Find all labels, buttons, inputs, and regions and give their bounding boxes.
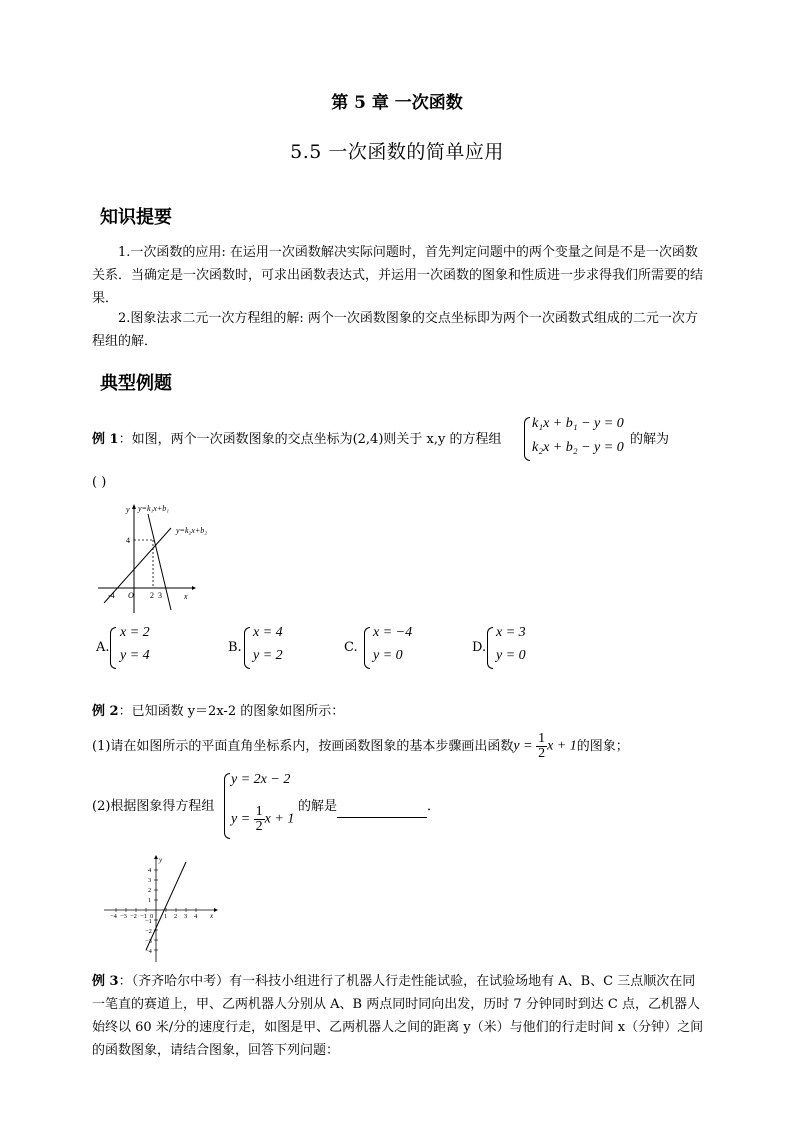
chapter-title: 第 5 章 一次函数	[331, 93, 463, 113]
example-3-text: ：（齐齐哈尔中考）有一科技小组进行了机器人行走性能试验，在试验场地有 A、B、C 三点顺次在同一笔直的赛道上，甲、乙两机器人分别从 A、B 两点同时同向出发，历时 7 分钟同时到达 C 点，乙机器人始终以 60 米/分的速度行走，如图是甲、乙两机器人之间的距离 y（米）与他们的行走时间 x（分钟）之间的函数图象，请结合图象，回答下列问题：	[92, 974, 704, 1058]
graph2-y-tick: −1	[145, 918, 152, 925]
knowledge-paragraph-1: 1.一次函数的应用: 在运用一次函数解决实际问题时，首先判定问题中的两个变量之间是不是一次函数关系．当确定是一次函数时，可求出函数表达式，并运用一次函数的图象和性质进一步求得我们所需要的结果．	[92, 245, 704, 306]
option-b-line-2: y = 2	[253, 648, 283, 663]
graph2-x-tick: −1	[140, 913, 147, 920]
example-2-q2-text: (2)根据图象得方程组	[92, 799, 215, 814]
graph1-line1-label: y=k₁x+b₁	[138, 504, 170, 513]
graph2-y-tick: 3	[148, 877, 152, 884]
option-b-brace	[244, 627, 250, 669]
graph2-y-tick: 1	[148, 897, 152, 904]
example-2-question-1	[92, 732, 629, 761]
example-2-q1-text: (1)请在如图所示的平面直角坐标系内，按画函数图象的基本步骤画出函数	[92, 739, 514, 754]
example-2-q2-answer	[298, 795, 440, 818]
option-d-line-1: x = 3	[496, 625, 526, 640]
example-2-system-equation-2: y = $\frac{1}{2}$ x + 1	[231, 804, 295, 834]
option-a-line-2: y = 4	[120, 648, 150, 663]
graph2-x-tick: −3	[120, 913, 127, 920]
section-title: 5.5 一次函数的简单应用	[290, 141, 504, 163]
example-3-question	[92, 970, 708, 1062]
graph1-tick-x: 3	[158, 591, 162, 600]
option-c-line-1: x = −4	[373, 625, 413, 640]
option-c-brace	[364, 627, 370, 669]
graph2-y-tick: 2	[148, 887, 152, 894]
option-a-brace	[110, 627, 116, 669]
example-2-intro-text: ：已知函数 y＝2x-2 的图象如图所示：	[118, 704, 345, 719]
graph1-tick-x: -4	[108, 591, 115, 600]
graph2-y-tick: −2	[145, 928, 152, 935]
example-2-label: 例 2	[92, 704, 119, 719]
graph2-y-tick: 4	[148, 867, 152, 874]
graph2-y-tick: −3	[145, 938, 152, 945]
example-2-system-equation-1: y = 2x − 2	[231, 772, 291, 787]
graph1-tick-x: 2	[150, 591, 154, 600]
graph1-tick-4: 4	[126, 536, 130, 545]
graph2-x-tick: −4	[110, 913, 117, 920]
answer-blank[interactable]	[337, 803, 427, 818]
graph1-line2-label: y=k₂x+b₂	[176, 526, 208, 535]
example-2-graph	[100, 854, 224, 964]
example-2-q1-function: y = $\frac{1}{2}$ x + 1	[513, 731, 577, 761]
option-c-letter: C.	[344, 640, 358, 655]
graph2-y-tick: −4	[145, 948, 152, 955]
option-a-letter: A.	[96, 640, 110, 655]
graph2-x-label: x	[210, 912, 214, 920]
option-c-line-2: y = 0	[373, 648, 403, 663]
example-2-q1-tail: 的图象；	[576, 739, 629, 754]
example-2-q2-end: ．	[427, 799, 441, 814]
graph2-x-tick: 2	[174, 913, 178, 920]
example-1-equation-1: k₁x + b₁ − y = 0	[532, 416, 624, 431]
example-1-label: 例 1	[92, 432, 119, 447]
example-1-answer-paren: ( )	[92, 475, 107, 490]
graph1-y-label: y	[126, 505, 130, 514]
example-2-intro	[92, 700, 344, 723]
knowledge-heading: 知识提要	[100, 207, 172, 228]
example-1-text: ：如图，两个一次函数图象的交点坐标为(2,4)则关于 x,y 的方程组	[118, 432, 502, 447]
example-1-equation-2: k₂x + b₂ − y = 0	[532, 440, 624, 455]
option-d-letter: D.	[472, 640, 487, 655]
graph2-x-tick: 0	[150, 913, 154, 920]
knowledge-paragraph-2: 2.图象法求二元一次方程组的解: 两个一次函数图象的交点坐标即为两个一次函数式组成的二元一次方程组的解．	[92, 311, 698, 349]
option-b-letter: B.	[228, 640, 242, 655]
option-b-line-1: x = 4	[253, 625, 283, 640]
example-2-brace	[224, 773, 230, 839]
option-d-line-2: y = 0	[496, 648, 526, 663]
example-1-tail: 的解为	[630, 432, 670, 447]
graph2-y-label: y	[159, 856, 163, 864]
example-1-question	[92, 428, 501, 451]
option-a-line-1: x = 2	[120, 625, 150, 640]
example-1-graph	[96, 500, 208, 615]
graph2-x-tick: 3	[184, 913, 188, 920]
option-d-brace	[487, 627, 493, 669]
example-2-q2-tail: 的解是	[298, 799, 338, 814]
example-3-label: 例 3	[92, 974, 119, 989]
graph1-x-label: x	[184, 592, 188, 601]
graph2-x-tick: −2	[130, 913, 137, 920]
graph2-x-tick: 4	[194, 913, 198, 920]
example-1-brace	[524, 417, 530, 461]
examples-heading: 典型例题	[100, 373, 172, 394]
graph2-x-tick: 1	[164, 913, 168, 920]
graph1-tick-x: O	[128, 591, 134, 600]
